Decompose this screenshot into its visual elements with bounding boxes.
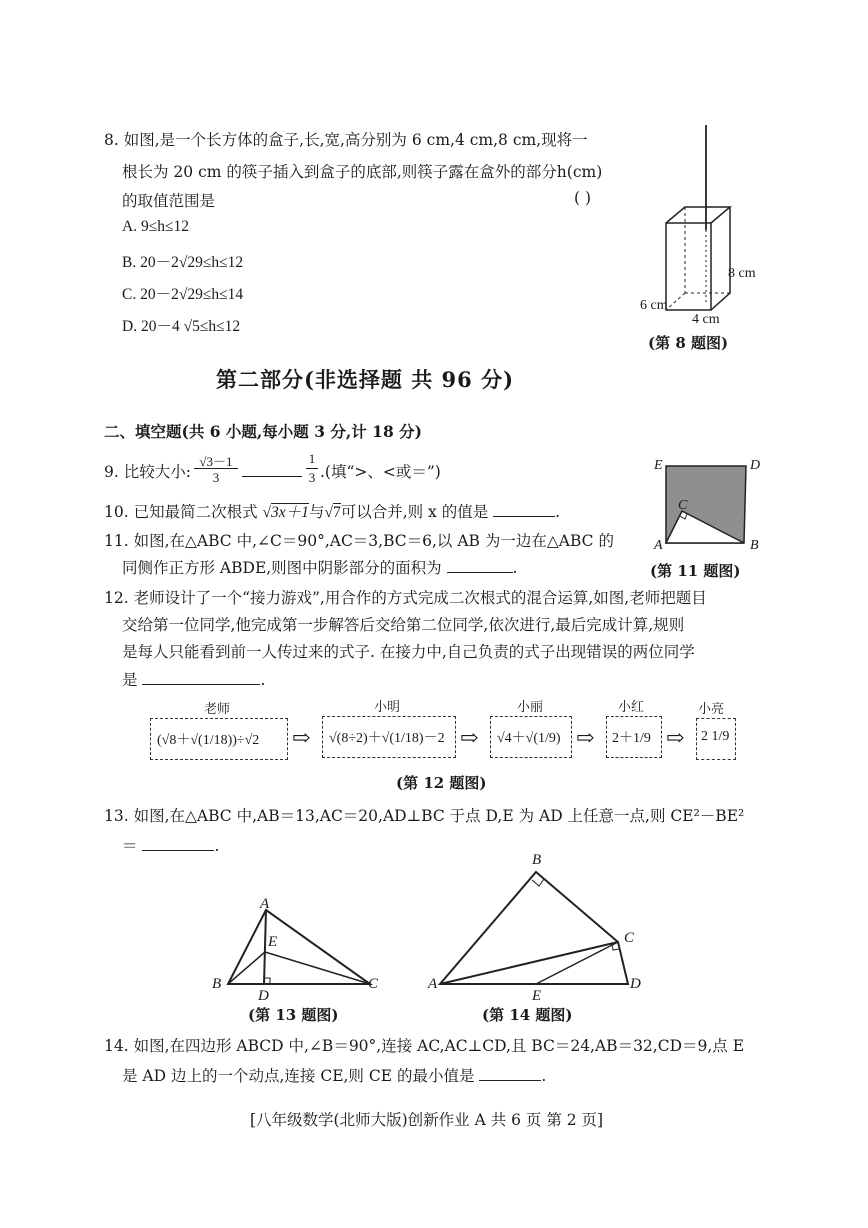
q14-label-b: B bbox=[532, 852, 542, 868]
q11-label-b: B bbox=[750, 538, 759, 553]
q14-line2 bbox=[122, 1064, 546, 1086]
q14-figure bbox=[436, 856, 646, 992]
q10-line bbox=[104, 500, 560, 522]
q8-answer-paren: ( ) bbox=[574, 189, 592, 207]
q8-option-a: A. 9≤h≤12 bbox=[122, 218, 189, 235]
q12-box-xiaoli bbox=[490, 716, 572, 758]
q13-answer-blank[interactable] bbox=[142, 850, 214, 851]
q9-right-fraction-bar bbox=[306, 468, 318, 469]
q12-arrow-4: ⇨ bbox=[666, 726, 685, 751]
q8-line3: 的取值范围是 bbox=[122, 192, 216, 210]
q12-expr-xiaoming: √(8÷2)＋√(1/18)－2 bbox=[329, 731, 445, 746]
q14-line2-text: 是 AD 边上的一个动点,连接 CE,则 CE 的最小值是 bbox=[122, 1067, 475, 1085]
q14-label-e: E bbox=[532, 988, 542, 1004]
q12-box-xiaoliang bbox=[696, 718, 736, 760]
q10-radical1: 3x＋1 bbox=[271, 504, 309, 521]
q13-label-b: B bbox=[212, 976, 222, 992]
section2-heading: 二、填空题(共 6 小题,每小题 3 分,计 18 分) bbox=[104, 422, 422, 441]
q8-option-c: C. 20－2√29≤h≤14 bbox=[122, 286, 244, 303]
q11-end: . bbox=[512, 559, 518, 577]
q10-end: . bbox=[555, 503, 561, 521]
q12-role-xiaoliang: 小亮 bbox=[698, 702, 725, 717]
q12-line4 bbox=[122, 668, 265, 690]
q12-role-teacher: 老师 bbox=[204, 702, 231, 717]
q13-label-c: C bbox=[368, 976, 379, 992]
q12-line1: 12. 老师设计了一个“接力游戏”,用合作的方式完成二次根式的混合运算,如图,老师把题目 bbox=[104, 589, 707, 607]
q13-line1: 13. 如图,在△ABC 中,AB＝13,AC＝20,AD⊥BC 于点 D,E 为 AD 上任意一点,则 CE²－BE² bbox=[104, 807, 745, 825]
q10-answer-blank[interactable] bbox=[493, 516, 555, 517]
q12-expr-teacher: (√8＋√(1/18))÷√2 bbox=[157, 733, 260, 748]
q10-text-c: 可以合并,则 x 的值是 bbox=[340, 503, 489, 521]
q12-line3: 是每人只能看到前一人传过来的式子. 在接力中,自己负责的式子出现错误的两位同学 bbox=[122, 643, 695, 661]
q8-figure-caption: (第 8 题图) bbox=[648, 334, 729, 352]
q9-right-numerator: 1 bbox=[308, 451, 316, 466]
q11-label-d: D bbox=[750, 458, 761, 473]
q12-arrow-2: ⇨ bbox=[460, 726, 479, 751]
q11-line2-text: 同侧作正方形 ABDE,则图中阴影部分的面积为 bbox=[122, 559, 442, 577]
q14-line1: 14. 如图,在四边形 ABCD 中,∠B＝90°,连接 AC,AC⊥CD,且 BC＝24,AB＝32,CD＝9,点 E bbox=[104, 1037, 745, 1055]
q11-label-a: A bbox=[654, 538, 663, 553]
q9-right-denominator: 3 bbox=[308, 470, 316, 485]
q10-text-a: 10. 已知最简二次根式 bbox=[104, 503, 263, 521]
q8-label-width: 6 cm bbox=[640, 298, 668, 313]
q11-figure-caption: (第 11 题图) bbox=[650, 562, 741, 580]
q11-label-e: E bbox=[654, 458, 663, 473]
q12-figure-caption: (第 12 题图) bbox=[396, 774, 487, 792]
q9-prefix: 9. 比较大小: bbox=[104, 463, 191, 481]
q12-arrow-3: ⇨ bbox=[576, 726, 595, 751]
q10-radical2-sign: √ bbox=[324, 504, 333, 521]
q12-end: . bbox=[260, 671, 266, 689]
q12-line4-text: 是 bbox=[122, 671, 138, 689]
q8-label-height: 8 cm bbox=[728, 266, 756, 281]
q8-line1: 8. 如图,是一个长方体的盒子,长,宽,高分别为 6 cm,4 cm,8 cm,现将一 bbox=[104, 131, 588, 149]
q8-option-d: D. 20－4 √5≤h≤12 bbox=[122, 318, 241, 335]
q12-box-xiaohong bbox=[606, 716, 662, 758]
q11-line2 bbox=[122, 556, 518, 578]
q9-suffix: .(填“>、<或＝”) bbox=[320, 463, 441, 481]
q13-label-a: A bbox=[260, 896, 270, 912]
q14-answer-blank[interactable] bbox=[479, 1080, 541, 1081]
q8-line2: 根长为 20 cm 的筷子插入到盒子的底部,则筷子露在盒外的部分h(cm) bbox=[122, 163, 603, 181]
q13-figure-caption: (第 13 题图) bbox=[248, 1006, 339, 1024]
q13-line2-text: ＝ bbox=[122, 837, 138, 855]
q14-label-a: A bbox=[428, 976, 438, 992]
q13-figure bbox=[220, 900, 380, 996]
page-footer: [八年级数学(北师大版)创新作业 A 共 6 页 第 2 页] bbox=[250, 1111, 604, 1129]
q12-expr-xiaoli: √4＋√(1/9) bbox=[497, 731, 561, 746]
q13-end: . bbox=[214, 837, 220, 855]
q9-answer-blank[interactable] bbox=[242, 476, 302, 477]
q13-label-d: D bbox=[258, 988, 269, 1004]
q9-left-denominator: 3 bbox=[212, 470, 220, 485]
q12-box-teacher bbox=[150, 718, 288, 760]
q12-line2: 交给第一位同学,他完成第一步解答后交给第二位同学,依次进行,最后完成计算,规则 bbox=[122, 616, 685, 634]
q10-text-b: 与 bbox=[308, 503, 325, 521]
q14-end: . bbox=[541, 1067, 547, 1085]
q8-box-figure bbox=[630, 120, 770, 320]
q12-expr-xiaohong: 2＋1/9 bbox=[612, 731, 651, 746]
q11-answer-blank[interactable] bbox=[447, 572, 513, 573]
q10-radical1-sign: √ bbox=[262, 504, 272, 521]
q11-label-c: C bbox=[678, 498, 688, 513]
q14-label-d: D bbox=[630, 976, 641, 992]
q12-role-xiaohong: 小红 bbox=[618, 700, 645, 715]
q10-radical2: 7 bbox=[332, 504, 341, 521]
q12-expr-xiaoliang: 2 1/9 bbox=[701, 729, 730, 744]
q12-role-xiaoming: 小明 bbox=[374, 700, 401, 715]
q14-label-c: C bbox=[624, 930, 635, 946]
q12-box-xiaoming bbox=[322, 716, 456, 758]
q12-role-xiaoli: 小丽 bbox=[517, 700, 544, 715]
q9-left-fraction-bar bbox=[194, 468, 238, 469]
q13-label-e: E bbox=[268, 934, 278, 950]
q8-option-b: B. 20－2√29≤h≤12 bbox=[122, 254, 244, 271]
q8-label-length: 4 cm bbox=[692, 312, 720, 327]
part2-title: 第二部分(非选择题 共 96 分) bbox=[216, 367, 515, 392]
q12-answer-blank[interactable] bbox=[142, 684, 260, 685]
q14-figure-caption: (第 14 题图) bbox=[482, 1006, 573, 1024]
q12-arrow-1: ⇨ bbox=[292, 726, 311, 751]
q11-line1: 11. 如图,在△ABC 中,∠C＝90°,AC＝3,BC＝6,以 AB 为一边在△ABC 的 bbox=[104, 532, 614, 550]
q13-line2 bbox=[122, 834, 219, 856]
q9-left-numerator: √3－1 bbox=[199, 454, 233, 469]
